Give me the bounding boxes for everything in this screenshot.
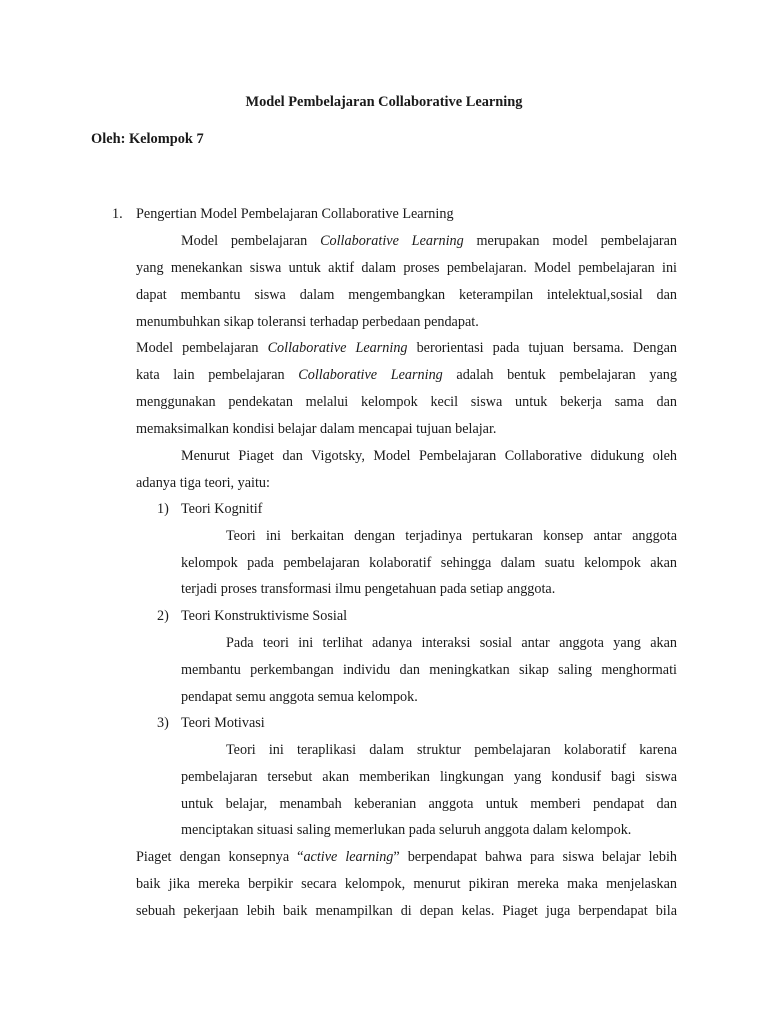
theory-number: 3) [157,715,169,731]
paragraph-line: menggunakan pendekatan melalui kelompok kecil siswa untuk bekerja sama dan [136,394,677,410]
theory-name: Teori Kognitif [181,501,263,517]
section-number: 1. [112,206,123,222]
text-run: Piaget dengan konsepnya “ [136,849,304,865]
paragraph-line [136,848,677,866]
paragraph-line [136,366,677,384]
paragraph-line [181,232,677,250]
paragraph-line: adanya tiga teori, yaitu: [136,475,270,491]
paragraph-line: yang menekankan siswa untuk aktif dalam proses pembelajaran. Model pembelajaran ini [136,260,677,276]
paragraph-line: Menurut Piaget dan Vigotsky, Model Pembelajaran Collaborative didukung oleh [181,448,677,464]
theory-name: Teori Konstruktivisme Sosial [181,608,348,624]
paragraph-line: pembelajaran tersebut akan memberikan lingkungan yang kondusif bagi siswa [181,769,677,785]
theory-number: 2) [157,608,169,624]
paragraph-line: Teori ini berkaitan dengan terjadinya pertukaran konsep antar anggota [226,528,677,544]
italic-term: Collaborative Learning [320,233,464,249]
document-author: Oleh: Kelompok 7 [91,131,204,147]
paragraph-line: kelompok pada pembelajaran kolaboratif sehingga dalam suatu kelompok akan [181,555,677,571]
text-run: kata lain pembelajaran [136,367,299,383]
paragraph-line: dapat membantu siswa dalam mengembangkan keterampilan intelektual,sosial dan [136,287,677,303]
paragraph-line: membantu perkembangan individu dan meningkatkan sikap saling menghormati [181,662,677,678]
italic-term: active learning [303,849,394,865]
paragraph-line: menumbuhkan sikap toleransi terhadap perbedaan pendapat. [136,314,479,330]
paragraph-line: baik jika mereka berpikir secara kelompok, menurut pikiran mereka maka menjelaskan [136,876,677,892]
document-title: Model Pembelajaran Collaborative Learning [245,94,523,110]
paragraph-line: Pada teori ini terlihat adanya interaksi sosial antar anggota yang akan [226,635,677,651]
paragraph-line: Teori ini teraplikasi dalam struktur pembelajaran kolaboratif karena [226,742,677,758]
italic-term: Collaborative Learning [267,340,408,356]
paragraph-line [136,339,677,357]
paragraph-line: sebuah pekerjaan lebih baik menampilkan di depan kelas. Piaget juga berpendapat bila [136,903,677,919]
text-run: Model pembelajaran [136,340,268,356]
text-run: berorientasi pada tujuan bersama. Dengan [407,340,678,356]
text-run: ” berpendapat bahwa para siswa belajar lebih [393,849,677,865]
paragraph-line: menciptakan situasi saling memerlukan pada seluruh anggota dalam kelompok. [181,822,632,838]
text-run: adalah bentuk pembelajaran yang [442,367,677,383]
paragraph-line: untuk belajar, menambah keberanian anggota untuk memberi pendapat dan [181,796,677,812]
text-run: Model pembelajaran [181,233,321,249]
paragraph-line: memaksimalkan kondisi belajar dalam mencapai tujuan belajar. [136,421,497,437]
section-heading: Pengertian Model Pembelajaran Collaborative Learning [136,206,454,222]
theory-name: Teori Motivasi [181,715,265,731]
text-run: merupakan model pembelajaran [463,233,677,249]
paragraph-line: terjadi proses transformasi ilmu pengetahuan pada setiap anggota. [181,581,556,597]
theory-number: 1) [157,501,169,517]
italic-term: Collaborative Learning [298,367,443,383]
paragraph-line: pendapat semu anggota semua kelompok. [181,689,418,705]
